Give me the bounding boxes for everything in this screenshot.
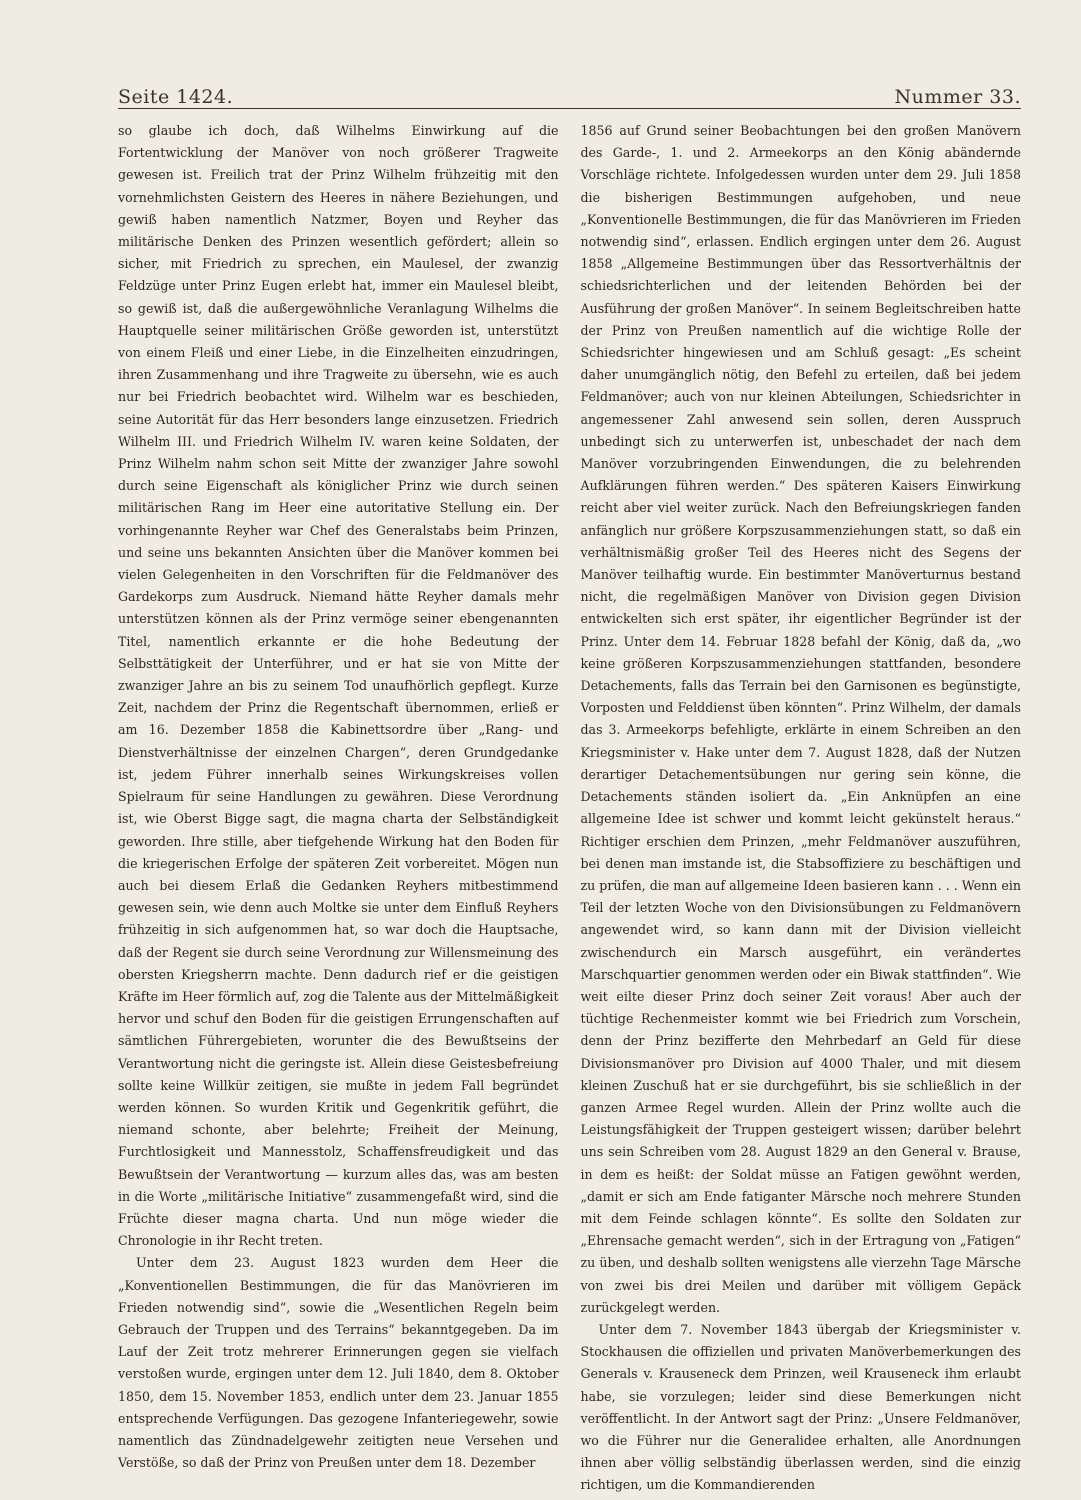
right-column <box>581 120 1022 1497</box>
paragraph: Unter dem 23. August 1823 wurden dem Heer die „Konventionellen Bestimmungen, die für das Manövrieren im Frieden notwendig sind“, sowie die „Wesentlichen Regeln beim Gebrauch der Truppen und des Terrains“ bekanntgegeben. Da im Lauf der Zeit trotz mehrerer Erinnerungen gegen sie vielfach verstoßen wurde, ergingen unter dem 12. Juli 1840, dem 8. Oktober 1850, dem 15. November 1853, endlich unter dem 23. Januar 1855 entsprechende Verfügungen. Das gezogene Infanteriegewehr, sowie namentlich das Zündnadelgewehr zeitigten neue Versehen und Verstöße, so daß der Prinz von Preußen unter dem 18. Dezember <box>118 1255 559 1471</box>
paragraph: 1856 auf Grund seiner Beobachtungen bei den großen Manövern des Garde-, 1. und 2. Armeekorps an den König abändernde Vorschläge richtete. Infolgedessen wurden unter dem 29. Juli 1858 die bisherigen Bestimmungen aufgehoben, und neue „Konventionelle Bestimmungen, die für das Manövrieren im Frieden notwendig sind“, erlassen. Endlich ergingen unter dem 26. August 1858 „Allgemeine Bestimmungen über das Ressortverhältnis der schiedsrichterlichen und der leitenden Behörden bei der Ausführung der großen Manöver“. In seinem Begleitschreiben hatte der Prinz von Preußen namentlich auf die wichtige Rolle der Schiedsrichter hingewiesen und am Schluß gesagt: „Es scheint daher unumgänglich nötig, den Befehl zu erteilen, daß bei jedem Feldmanöver; auch von nur kleinen Abteilungen, Schiedsrichter in angemessener Zahl anwesend sein sollen, deren Ausspruch unbedingt sich zu unterwerfen ist, unbeschadet der nach dem Manöver vorzubringenden Einwendungen, die zu belehrenden Aufklärungen führen werden.“ Des späteren Kaisers Einwirkung reicht aber viel weiter zurück. Nach den Befreiungskriegen fanden anfänglich nur größere Korpszusammenziehungen statt, so daß ein verhältnismäßig großer Teil des Heeres nicht des Segens der Manöver teilhaftig wurde. Ein bestimmter Manöverturnus bestand nicht, die regelmäßigen Manöver von Division gegen Division entwickelten sich erst später, ihr eigentlicher Begründer ist der Prinz. Unter dem 14. Februar 1828 befahl der König, daß da, „wo keine größeren Korpszusammenziehungen stattfanden, besondere Detachements, falls das Terrain bei den Garnisonen es begünstigte, Vorposten und Felddienst üben könnten“. Prinz Wilhelm, der damals das 3. Armeekorps befehligte, erklärte in einem Schreiben an den Kriegsminister v. Hake unter dem 7. August 1828, daß der Nutzen derartiger Detachementsübungen nur gering sein könne, die Detachements ständen isoliert da. „Ein Anknüpfen an eine allgemeine Idee ist schwer und kommt leicht gekünstelt heraus.“ Richtiger erschien dem Prinzen, „mehr Feldmanöver auszuführen, bei denen man imstande ist, die Stabsoffiziere zu beschäftigen und zu prüfen, die man auf allgemeine Ideen basieren kann . . . Wenn ein Teil der letzten Woche von den Divisionsübungen zu Feldmanövern angewendet wird, so kann dann mit der Division vielleicht zwischendurch ein Marsch ausgeführt, ein verändertes Marschquartier genommen werden oder ein Biwak stattfinden“. Wie weit eilte dieser Prinz doch seiner Zeit voraus! Aber auch der tüchtige Rechenmeister kommt wie bei Friedrich zum Vorschein, denn der Prinz bezifferte den Mehrbedarf an Geld für diese Divisionsmanöver pro Division auf 4000 Thaler, und mit diesem kleinen Zuschuß hat er sie durchgeführt, bis sie schließlich in der ganzen Armee Regel wurden. Allein der Prinz wollte auch die Leistungsfähigkeit der Truppen gesteigert wissen; darüber belehrt uns sein Schreiben vom 28. August 1829 an den General v. Brause, in dem es heißt: der Soldat müsse an Fatigen gewöhnt werden, „damit er sich am Ende fatiganter Märsche noch mehrere Stunden mit dem Feinde schlagen könnte“. Es sollte den Soldaten zur „Ehrensache gemacht werden“, sich in der Ertragung von „Fatigen“ zu üben, und deshalb sollten wenigstens alle vierzehn Tage Märsche von zwei bis drei Meilen und darüber mit völligem Gepäck zurückgelegt werden. <box>580 123 1021 1315</box>
left-column <box>118 120 559 1497</box>
paragraph: Unter dem 7. November 1843 übergab der Kriegsminister v. Stockhausen die offiziellen und privaten Manöverbemerkungen des Generals v. Krauseneck dem Prinzen, weil Krauseneck ihm erlaubt habe, sie vorzulegen; leider sind diese Bemerkungen nicht veröffentlicht. In der Antwort sagt der Prinz: „Unsere Feldmanöver, wo die Führer nur die Generalidee erhalten, alle Anordnungen ihnen aber völlig selbständig überlassen werden, sind die einzig richtigen, um die Kommandierenden <box>580 1321 1021 1493</box>
text-columns <box>118 120 1021 1497</box>
header-rule <box>118 108 1021 109</box>
issue-number: Nummer 33. <box>894 86 1021 108</box>
page-number: Seite 1424. <box>118 86 234 108</box>
paragraph: so glaube ich doch, daß Wilhelms Einwirkung auf die Fortentwicklung der Manöver von noch größerer Tragweite gewesen ist. Freilich trat der Prinz Wilhelm frühzeitig mit den vornehmlichsten Geistern des Heeres in nähere Beziehungen, und gewiß haben namentlich Natzmer, Boyen und Reyher das militärische Denken des Prinzen wesentlich gefördert; allein so sicher, mit Friedrich zu sprechen, ein Maulesel, der zwanzig Feldzüge unter Prinz Eugen erlebt hat, immer ein Maulesel bleibt, so gewiß ist, daß die außergewöhnliche Veranlagung Wilhelms die Hauptquelle seiner militärischen Größe geworden ist, unterstützt von einem Fleiß und einer Liebe, in die Einzelheiten einzudringen, ihren Zusammenhang und ihre Tragweite zu übersehn, wie es auch nur bei Friedrich beobachtet wird. Wilhelm war es beschieden, seine Autorität für das Herr besonders lange einzusetzen. Friedrich Wilhelm III. und Friedrich Wilhelm IV. waren keine Soldaten, der Prinz Wilhelm nahm schon seit Mitte der zwanziger Jahre sowohl durch seine Eigenschaft als königlicher Prinz wie durch seinen militärischen Rang im Heer eine autoritative Stellung ein. Der vorhingenannte Reyher war Chef des Generalstabs beim Prinzen, und seine uns bekannten Ansichten über die Manöver kommen bei vielen Gelegenheiten in den Vorschriften für die Feldmanöver des Gardekorps zum Ausdruck. Niemand hätte Reyher damals mehr unterstützen können als der Prinz vermöge seiner ebengenannten Titel, namentlich erkannte er die hohe Bedeutung der Selbsttätigkeit der Unterführer, und er hat sie von Mitte der zwanziger Jahre an bis zu seinem Tod unaufhörlich gepflegt. Kurze Zeit, nachdem der Prinz die Regentschaft übernommen, erließ er am 16. Dezember 1858 die Kabinettsordre über „Rang- und Dienstverhältnisse der einzelnen Chargen“, deren Grundgedanke ist, jedem Führer innerhalb seines Wirkungskreises vollen Spielraum für seine Handlungen zu gewähren. Diese Verordnung ist, wie Oberst Bigge sagt, die magna charta der Selbständigkeit geworden. Ihre stille, aber tiefgehende Wirkung hat den Boden für die kriegerischen Erfolge der späteren Zeit vorbereitet. Mögen nun auch bei diesem Erlaß die Gedanken Reyhers mitbestimmend gewesen sein, wie denn auch Moltke sie unter dem Einfluß Reyhers frühzeitig in sich aufgenommen hat, so war doch die Hauptsache, daß der Regent sie durch seine Verordnung zur Willensmeinung des obersten Kriegsherrn machte. Denn dadurch rief er die geistigen Kräfte im Heer förmlich auf, zog die Talente aus der Mittelmäßigkeit hervor und schuf den Boden für die geistigen Errungenschaften auf sämtlichen Führergebieten, worunter die des Bewußtseins der Verantwortung nicht die geringste ist. Allein diese Geistesbefreiung sollte keine Willkür zeitigen, sie mußte in jedem Fall begründet werden können. So wurden Kritik und Gegenkritik geführt, die niemand schonte, aber belehrte; Freiheit der Meinung, Furchtlosigkeit und Mannesstolz, Schaffensfreudigkeit und das Bewußtsein der Verantwortung — kurzum alles das, was am besten in die Worte „militärische Initiative“ zusammengefaßt wird, sind die Früchte dieser magna charta. Und nun möge wieder die Chronologie in ihr Recht treten. <box>118 123 559 1249</box>
running-head <box>118 80 1021 108</box>
